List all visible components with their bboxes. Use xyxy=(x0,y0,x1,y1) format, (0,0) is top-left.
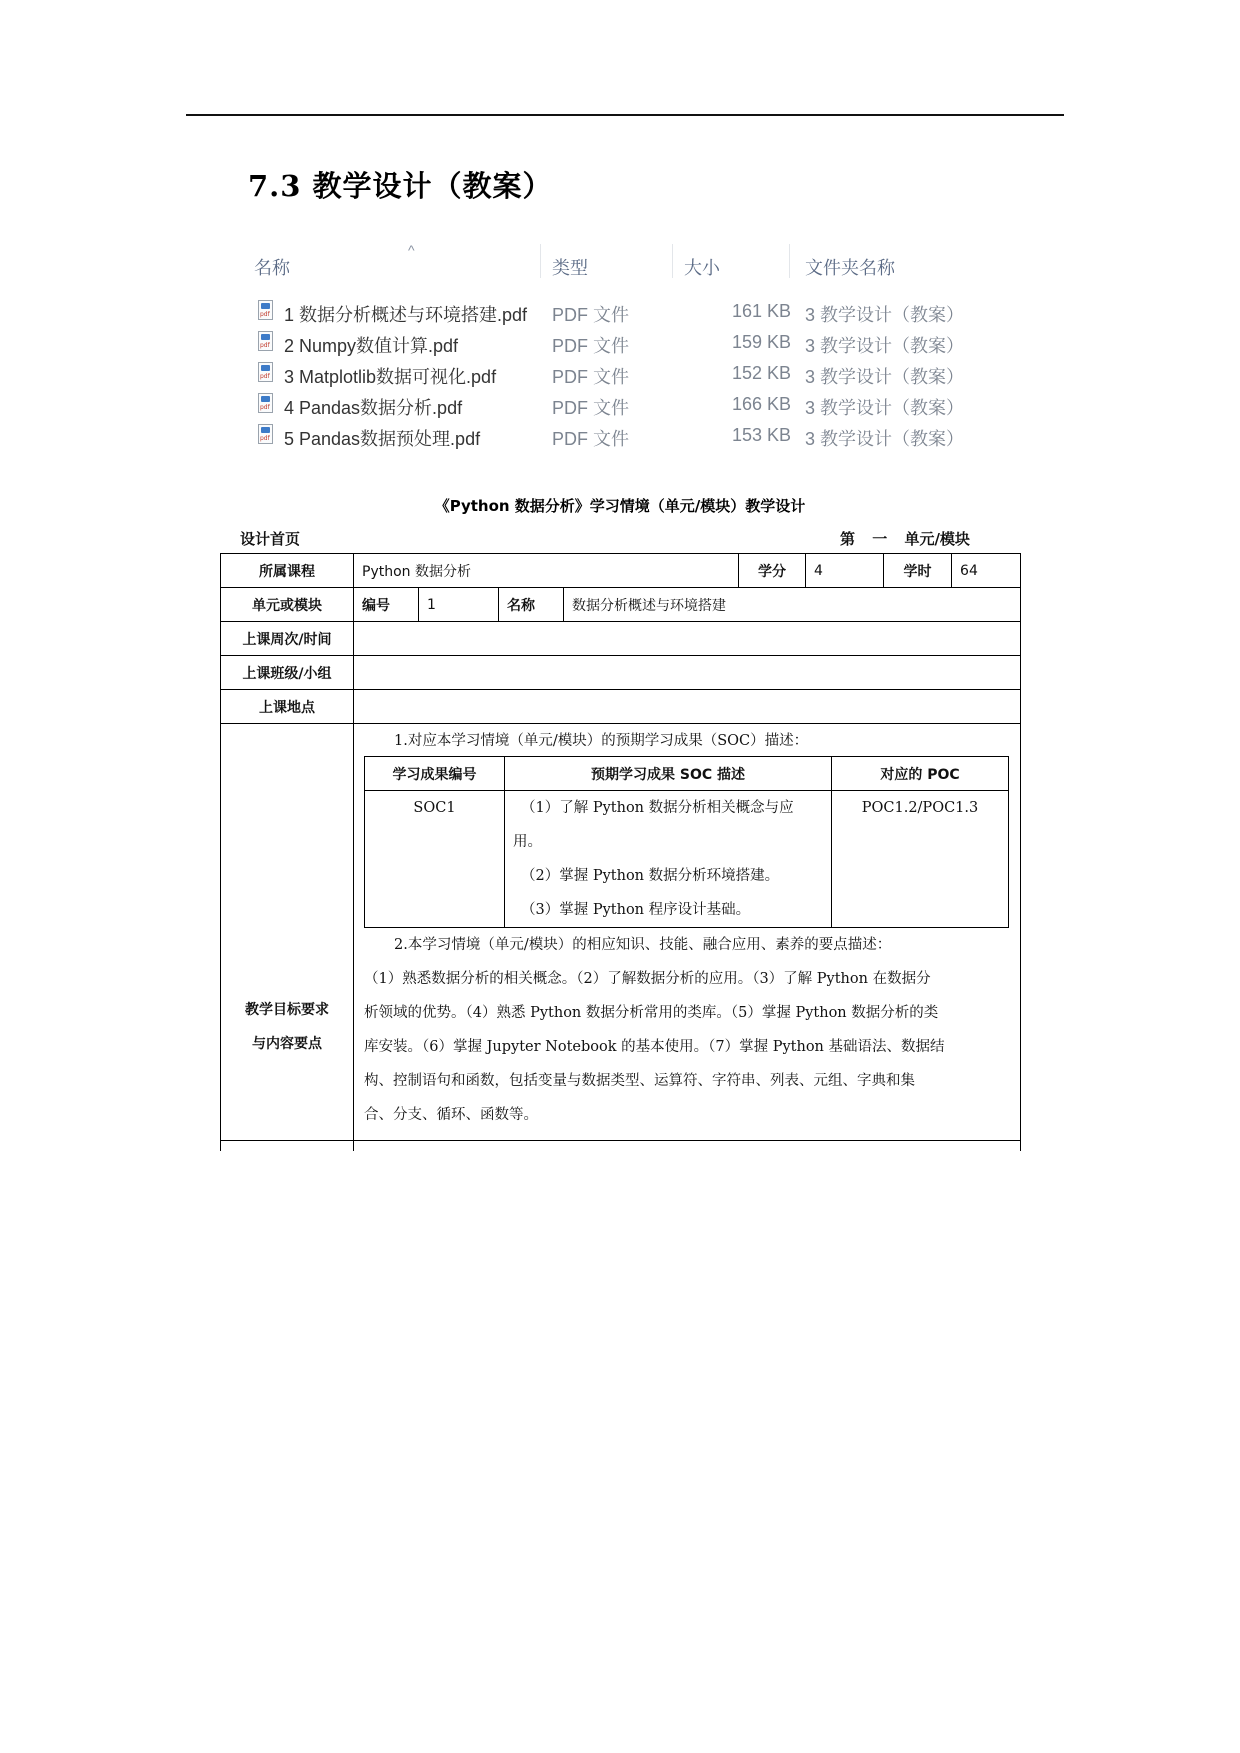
goals-label-line-1: 教学目标要求 xyxy=(245,1002,329,1018)
design-unit-label: 第 一 单元/模块 xyxy=(840,530,970,548)
explorer-header xyxy=(248,240,1048,280)
soc-desc-line: 用。 xyxy=(513,834,542,850)
file-name: 5 Pandas数据预处理.pdf xyxy=(284,429,481,449)
file-row[interactable] xyxy=(248,391,1048,422)
class-label: 上课班级/小组 xyxy=(221,656,354,690)
file-name: 1 数据分析概述与环境搭建.pdf xyxy=(284,305,528,325)
week-value xyxy=(354,622,1021,656)
table-continuation xyxy=(221,1141,1021,1151)
class-value xyxy=(354,656,1021,690)
file-type: PDF 文件 xyxy=(552,429,630,449)
file-type: PDF 文件 xyxy=(552,305,630,325)
file-type: PDF 文件 xyxy=(552,398,630,418)
course-row xyxy=(221,554,1021,588)
place-value xyxy=(354,690,1021,724)
week-label: 上课周次/时间 xyxy=(221,622,354,656)
file-size: 153 KB xyxy=(732,425,792,445)
pdf-file-icon xyxy=(258,300,273,320)
unit-label: 单元或模块 xyxy=(221,588,354,622)
number-label: 编号 xyxy=(354,588,419,622)
design-first-page-label: 设计首页 xyxy=(240,530,301,548)
soc-desc-line: （1）了解 Python 数据分析相关概念与应 xyxy=(521,800,794,816)
file-folder: 3 教学设计（教案） xyxy=(805,429,965,449)
column-header-size[interactable]: 大小 xyxy=(684,258,720,278)
soc-poc: POC1.2/POC1.3 xyxy=(832,791,1009,928)
soc-id: SOC1 xyxy=(365,791,505,928)
column-header-folder[interactable]: 文件夹名称 xyxy=(805,258,895,278)
column-separator[interactable] xyxy=(540,244,541,278)
file-explorer-list xyxy=(248,240,1048,455)
goal-line: 构、控制语句和函数，包括变量与数据类型、运算符、字符串、列表、元组、字典和集 xyxy=(364,1073,915,1089)
section-title: 7.3 教学设计（教案） xyxy=(248,169,553,203)
class-row xyxy=(221,656,1021,690)
column-separator[interactable] xyxy=(672,244,673,278)
file-name: 4 Pandas数据分析.pdf xyxy=(284,398,463,418)
course-value: Python 数据分析 xyxy=(354,554,739,588)
file-name: 3 Matplotlib数据可视化.pdf xyxy=(284,367,497,387)
goal-line: 库安装。（6）掌握 Jupyter Notebook 的基本使用。（7）掌握 Python 基础语法、数据结 xyxy=(364,1039,945,1055)
file-row[interactable] xyxy=(248,298,1048,329)
file-row[interactable] xyxy=(248,329,1048,360)
file-size: 159 KB xyxy=(732,332,792,352)
soc-desc xyxy=(505,791,832,928)
table-continuation-cell xyxy=(354,1141,1021,1151)
goal-intro-1: 1.对应本学习情境（单元/模块）的预期学习成果（SOC）描述： xyxy=(394,733,809,749)
pdf-file-icon xyxy=(258,393,273,413)
goal-line: 析领域的优势。（4）熟悉 Python 数据分析常用的类库。（5）掌握 Python 数据分析的类 xyxy=(364,1005,939,1021)
pdf-file-icon xyxy=(258,424,273,444)
file-row[interactable] xyxy=(248,422,1048,453)
column-header-name[interactable]: 名称 xyxy=(254,258,290,278)
hours-value: 64 xyxy=(952,554,1021,588)
hours-label: 学时 xyxy=(884,554,952,588)
soc-header-id: 学习成果编号 xyxy=(365,757,505,791)
week-row xyxy=(221,622,1021,656)
goal-line: （1）熟悉数据分析的相关概念。（2）了解数据分析的应用。（3）了解 Python 在数据分 xyxy=(364,971,931,987)
file-size: 152 KB xyxy=(732,363,792,383)
course-label: 所属课程 xyxy=(221,554,354,588)
soc-header-poc: 对应的 POC xyxy=(832,757,1009,791)
header-rule xyxy=(186,114,1064,116)
soc-desc-line: （3）掌握 Python 程序设计基础。 xyxy=(521,902,751,918)
goals-row xyxy=(221,724,1021,1141)
file-folder: 3 教学设计（教案） xyxy=(805,398,965,418)
pdf-file-icon xyxy=(258,362,273,382)
file-row[interactable] xyxy=(248,360,1048,391)
file-size: 166 KB xyxy=(732,394,792,414)
unit-row xyxy=(221,588,1021,622)
file-type: PDF 文件 xyxy=(552,336,630,356)
name-value: 数据分析概述与环境搭建 xyxy=(564,588,1021,622)
soc-row xyxy=(365,791,1009,928)
goals-label xyxy=(221,724,354,1141)
number-value: 1 xyxy=(419,588,499,622)
goal-line: 合、分支、循环、函数等。 xyxy=(364,1107,538,1123)
sort-ascending-icon[interactable]: ^ xyxy=(408,242,415,258)
place-row xyxy=(221,690,1021,724)
table-continuation-cell xyxy=(221,1141,354,1151)
place-label: 上课地点 xyxy=(221,690,354,724)
goal-intro-2: 2.本学习情境（单元/模块）的相应知识、技能、融合应用、素养的要点描述： xyxy=(394,937,892,953)
goals-content xyxy=(354,724,1021,1141)
column-separator[interactable] xyxy=(789,244,790,278)
file-rows xyxy=(248,298,1048,453)
file-folder: 3 教学设计（教案） xyxy=(805,336,965,356)
lesson-design-table xyxy=(220,553,1021,1151)
credit-value: 4 xyxy=(806,554,884,588)
soc-table xyxy=(364,756,1009,928)
design-title: 《Python 数据分析》学习情境（单元/模块）教学设计 xyxy=(434,497,806,515)
file-folder: 3 教学设计（教案） xyxy=(805,367,965,387)
column-header-type[interactable]: 类型 xyxy=(552,258,588,278)
soc-header-row xyxy=(365,757,1009,791)
goals-label-line-2: 与内容要点 xyxy=(252,1036,322,1052)
file-name: 2 Numpy数值计算.pdf xyxy=(284,336,459,356)
file-folder: 3 教学设计（教案） xyxy=(805,305,965,325)
pdf-file-icon xyxy=(258,331,273,351)
soc-header-desc: 预期学习成果 SOC 描述 xyxy=(505,757,832,791)
name-label: 名称 xyxy=(499,588,564,622)
credit-label: 学分 xyxy=(739,554,806,588)
file-type: PDF 文件 xyxy=(552,367,630,387)
soc-desc-line: （2）掌握 Python 数据分析环境搭建。 xyxy=(521,868,780,884)
file-size: 161 KB xyxy=(732,301,792,321)
